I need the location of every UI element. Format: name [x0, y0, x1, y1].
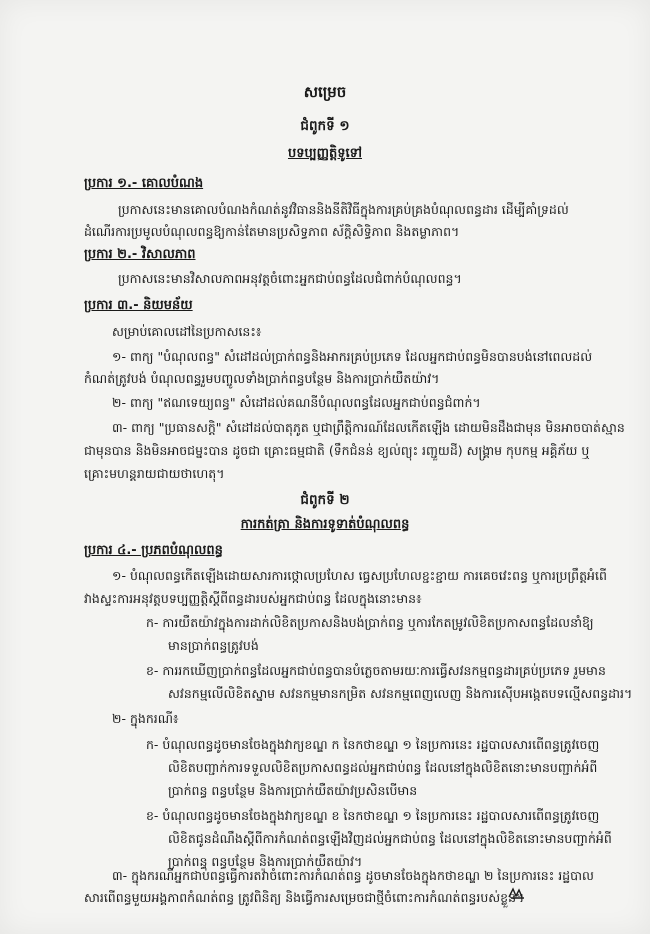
initial-signature-icon — [508, 886, 526, 900]
article-4-text-line: ក- បំណុលពន្ធដូចមានចែងក្នុងវាក្យខណ្ឌ ក នៃកថាខណ្ឌ ១ នៃប្រការនេះ រដ្ឋបាលសារពើពន្ធត្រូវចេញ — [146, 737, 600, 752]
definition-line: ៣- ពាក្យ "ប្រធានសក្តិ" សំដៅដល់បាតុភូត ឬជាព្រឹត្តិការណ៍ដែលកើតឡើង ដោយមិនដឹងជាមុន មិនអាចបាត់ស្មាន — [112, 420, 625, 435]
article-4-text-line: ៣- ក្នុងករណីអ្នកជាប់ពន្ធធ្វើការតវ៉ាចំពោះការកំណត់ពន្ធ ដូចមានចែងក្នុងកថាខណ្ឌ ២ នៃប្រការនេះ រដ្ឋបាល — [112, 868, 594, 883]
article-2-heading: ប្រការ ២.- វិសាលភាព — [84, 247, 196, 262]
article-4-text-line: លិខិតបញ្ជាក់ការទទួលលិខិតប្រកាសពន្ធដល់អ្នកជាប់ពន្ធ ដែលនៅក្នុងលិខិតនោះមានបញ្ជាក់អំពី — [168, 760, 598, 775]
definition-line: ជាមុនបាន និងមិនអាចជម្នះបាន ដូចជា គ្រោះធម្មជាតិ (ទឹកជំនន់ ខ្យល់ព្យុះ រញ្ជួយដី) សង្គ្រាម កុបកម្ម អគ្គិភ័យ ឬ — [84, 443, 590, 458]
article-4-heading: ប្រការ ៤.- ប្រភពបំណុលពន្ធ — [84, 543, 223, 558]
article-4-text-line: ក- ការយឺតយ៉ាវក្នុងការដាក់លិខិតប្រកាសនិងបង់ប្រាក់ពន្ធ ឬការកែតម្រូវលិខិតប្រកាសពន្ធដែលនាំឱ្យ — [146, 615, 594, 630]
article-1-text-line: ប្រកាសនេះមានគោលបំណងកំណត់នូវវិធាននិងនីតិវិធីក្នុងការគ្រប់គ្រងបំណុលពន្ធដារ ដើម្បីគាំទ្រដល់ — [118, 202, 569, 217]
definition-line: ២- ពាក្យ "ឥណទេយ្យពន្ធ" សំដៅដល់គណនីបំណុលពន្ធដែលអ្នកជាប់ពន្ធជំពាក់។ — [112, 395, 481, 410]
article-4-text-line: ប្រាក់ពន្ធ ពន្ធបន្ថែម និងការប្រាក់យឺតយ៉ាវ។ — [168, 854, 363, 869]
article-4-text-line: លិខិតជូនដំណឹងស្តីពីការកំណត់ពន្ធឡើងវិញដល់អ្នកជាប់ពន្ធ ដែលនៅក្នុងលិខិតនោះមានបញ្ជាក់អំពី — [168, 831, 612, 846]
article-3-heading: ប្រការ ៣.- និយមន័យ — [84, 298, 193, 313]
article-4-text-line: វាងស្ទះការអនុវត្តបទប្បញ្ញត្តិស្តីពីពន្ធដារបស់អ្នកជាប់ពន្ធ ដែលក្នុងនោះមាន៖ — [84, 591, 422, 606]
definition-line: កំណត់ត្រូវបង់ បំណុលពន្ធរួមបញ្ចូលទាំងប្រាក់ពន្ធបន្ថែម និងការប្រាក់យឺតយ៉ាវ។ — [84, 371, 440, 386]
document-title: សម្រេច — [303, 83, 347, 101]
chapter-2-label: ជំពូកទី ២ — [300, 492, 350, 508]
article-1-heading: ប្រការ ១.- គោលបំណង — [84, 176, 204, 191]
definition-line: ១- ពាក្យ "បំណុលពន្ធ" សំដៅដល់ប្រាក់ពន្ធនិងអាករគ្រប់ប្រភេទ ដែលអ្នកជាប់ពន្ធមិនបានបង់នៅពេលដល់ — [112, 349, 593, 364]
article-4-text-line: សារពើពន្ធមួយអង្គភាពកំណត់ពន្ធ ត្រូវពិនិត្យ និងធ្វើការសម្រេចជាថ្មីចំពោះការកំណត់ពន្ធរបស់ខ្លួន។ — [84, 890, 525, 905]
article-4-text-line: ប្រាក់ពន្ធ ពន្ធបន្ថែម និងការប្រាក់យឺតយ៉ាវប្រសិនបើមាន — [168, 783, 418, 798]
article-3-intro: សម្រាប់គោលដៅនៃប្រកាសនេះ៖ — [112, 324, 262, 339]
article-4-text-line: សវនកម្មលើលិខិតស្នាម សវនកម្មមានកម្រិត សវនកម្មពេញលេញ និងការស៊ើបអង្កេតបទល្មើសពន្ធដារ។ — [168, 686, 633, 701]
article-4-text-line: មានប្រាក់ពន្ធត្រូវបង់ — [168, 638, 259, 653]
definition-line: គ្រោះមហន្តរាយជាយថាហេតុ។ — [84, 466, 225, 481]
article-1-text-line: ដំណើរការប្រមូលបំណុលពន្ធឱ្យកាន់តែមានប្រសិទ្ធភាព ស័ក្តិសិទ្ធិភាព និងតម្លាភាព។ — [84, 224, 460, 239]
article-4-text-line: ខ- បំណុលពន្ធដូចមានចែងក្នុងវាក្យខណ្ឌ ខ នៃកថាខណ្ឌ ១ នៃប្រការនេះ រដ្ឋបាលសារពើពន្ធត្រូវចេញ — [146, 808, 600, 823]
article-4-text-line: ២- ក្នុងករណី៖ — [112, 711, 179, 726]
chapter-1-label: ជំពូកទី ១ — [300, 118, 350, 134]
chapter-1-title: បទប្បញ្ញត្តិទូទៅ — [287, 146, 362, 161]
chapter-2-title: ការកត់ត្រា និងការទូទាត់បំណុលពន្ធ — [240, 517, 410, 532]
article-2-text-line: ប្រកាសនេះមានវិសាលភាពអនុវត្តចំពោះអ្នកជាប់ពន្ធដែលជំពាក់បំណុលពន្ធ។ — [118, 271, 462, 286]
article-4-text-line: ខ- ការរកឃើញប្រាក់ពន្ធដែលអ្នកជាប់ពន្ធបានបំភ្លេចតាមរយៈការធ្វើសវនកម្មពន្ធដារគ្រប់ប្រភេទ រួមមាន — [146, 663, 606, 678]
article-4-text-line: ១- បំណុលពន្ធកើតឡើងដោយសារការថ្កោលប្រហែស ធ្វេសប្រហែលខ្ជះខ្ជាយ ការគេចវេះពន្ធ ឬការប្រព្រឹត្តអំពើ — [112, 568, 607, 583]
